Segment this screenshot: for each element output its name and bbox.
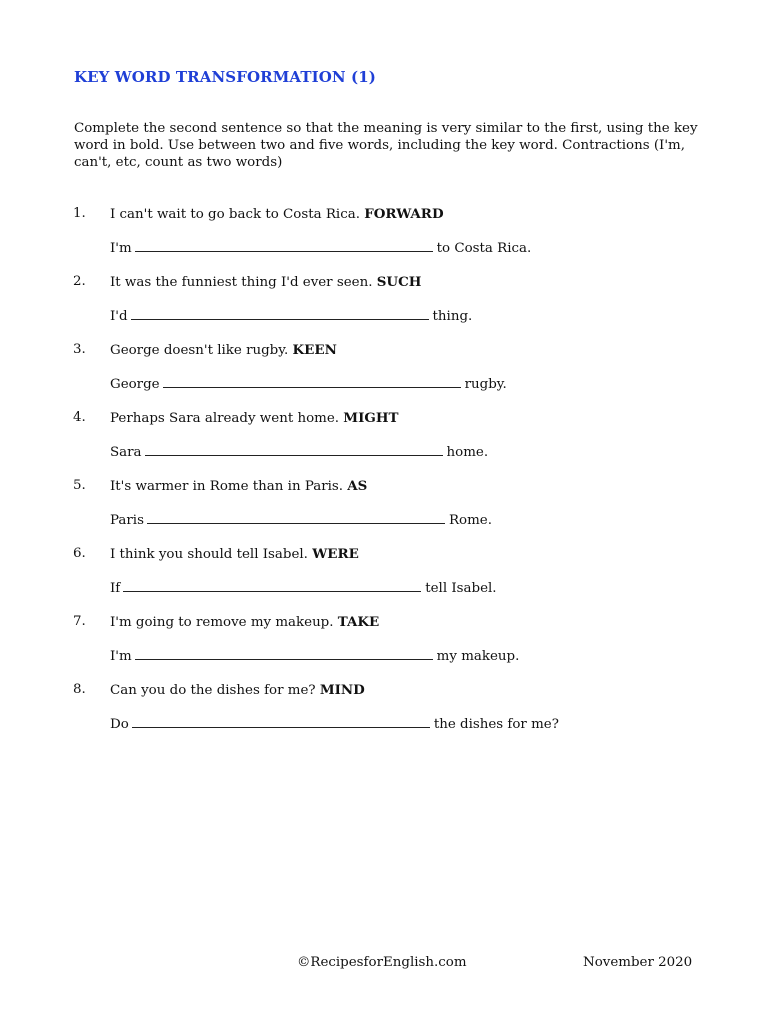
answer-start: George: [110, 377, 160, 392]
original-sentence: [110, 476, 367, 497]
sentence-text: I think you should tell Isabel.: [110, 547, 308, 562]
exercise-item-7: [0, 612, 768, 680]
answer-sentence: [110, 578, 497, 599]
original-sentence: [110, 544, 359, 565]
item-number: 5.: [73, 478, 86, 493]
exercise-item-4: [0, 408, 768, 476]
answer-sentence: [110, 714, 559, 735]
exercise-item-6: [0, 544, 768, 612]
answer-blank: [132, 714, 430, 728]
key-word: KEEN: [292, 342, 337, 358]
exercise-item-1: [0, 204, 768, 272]
exercise-item-8: [0, 680, 768, 748]
answer-blank: [145, 442, 443, 456]
answer-start: Sara: [110, 445, 142, 460]
sentence-text: Perhaps Sara already went home.: [110, 411, 340, 426]
page-title: KEY WORD TRANSFORMATION (1): [74, 68, 376, 86]
instructions-text: Complete the second sentence so that the meaning is very similar to the first, using the key word in bold. Use between two and five words, including the key word. Contractions (I'm, can't, etc, count as two words): [74, 121, 698, 170]
answer-blank: [123, 578, 421, 592]
answer-blank: [135, 238, 433, 252]
item-number: 6.: [73, 546, 86, 561]
sentence-text: Can you do the dishes for me?: [110, 683, 316, 698]
original-sentence: [110, 408, 398, 429]
answer-sentence: [110, 510, 492, 531]
answer-end: to Costa Rica.: [436, 241, 532, 256]
answer-sentence: [110, 238, 531, 259]
sentence-text: George doesn't like rugby.: [110, 343, 289, 358]
answer-blank: [147, 510, 445, 524]
answer-end: home.: [446, 445, 489, 460]
original-sentence: [110, 340, 337, 361]
item-number: 2.: [73, 274, 86, 289]
answer-sentence: [110, 646, 519, 667]
exercise-item-3: [0, 340, 768, 408]
answer-start: Do: [110, 717, 129, 732]
exercise-list: [0, 204, 768, 748]
answer-start: I'd: [110, 309, 128, 324]
item-number: 1.: [73, 206, 86, 221]
sentence-text: It's warmer in Rome than in Paris.: [110, 479, 344, 494]
key-word: FORWARD: [364, 206, 444, 222]
answer-sentence: [110, 374, 507, 395]
answer-end: my makeup.: [436, 649, 520, 664]
key-word: TAKE: [337, 614, 380, 630]
key-word: WERE: [312, 546, 359, 562]
answer-blank: [135, 646, 433, 660]
item-number: 3.: [73, 342, 86, 357]
key-word: MIND: [319, 682, 365, 698]
answer-sentence: [110, 442, 488, 463]
answer-end: Rome.: [448, 513, 492, 528]
footer-source: ©RecipesforEnglish.com: [297, 955, 467, 970]
answer-sentence: [110, 306, 472, 327]
footer-date: November 2020: [583, 955, 693, 970]
key-word: MIGHT: [343, 410, 399, 426]
answer-start: I'm: [110, 241, 132, 256]
answer-end: thing.: [432, 309, 473, 324]
original-sentence: [110, 680, 365, 701]
answer-start: If: [110, 581, 121, 596]
key-word: SUCH: [376, 274, 422, 290]
original-sentence: [110, 272, 421, 293]
original-sentence: [110, 204, 444, 225]
sentence-text: I'm going to remove my makeup.: [110, 615, 334, 630]
answer-end: the dishes for me?: [433, 717, 559, 732]
answer-blank: [163, 374, 461, 388]
answer-end: tell Isabel.: [425, 581, 497, 596]
item-number: 8.: [73, 682, 86, 697]
sentence-text: I can't wait to go back to Costa Rica.: [110, 207, 360, 222]
answer-blank: [131, 306, 429, 320]
sentence-text: It was the funniest thing I'd ever seen.: [110, 275, 373, 290]
answer-end: rugby.: [464, 377, 507, 392]
key-word: AS: [347, 478, 368, 494]
exercise-item-5: [0, 476, 768, 544]
item-number: 7.: [73, 614, 86, 629]
answer-start: I'm: [110, 649, 132, 664]
item-number: 4.: [73, 410, 86, 425]
answer-start: Paris: [110, 513, 144, 528]
original-sentence: [110, 612, 379, 633]
exercise-item-2: [0, 272, 768, 340]
